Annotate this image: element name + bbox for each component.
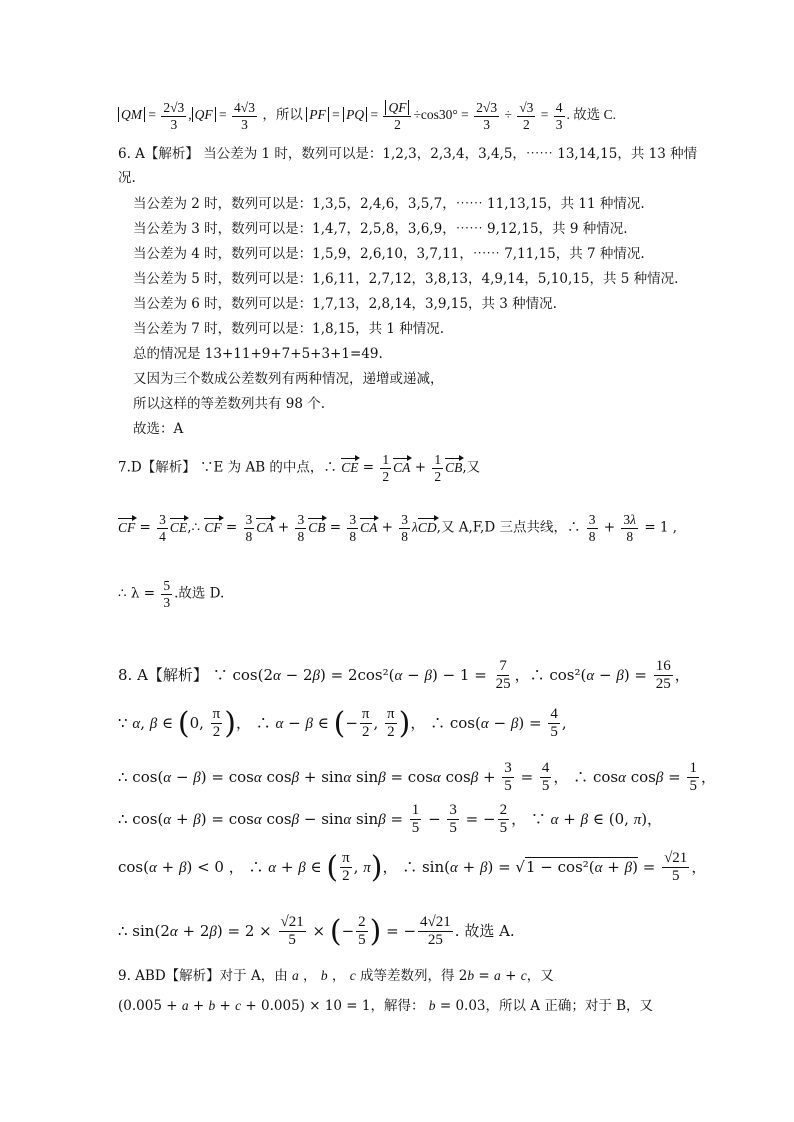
q6-line-6: 当公差为 7 时，数列可以是：1,8,15，共 1 种情况. (133, 321, 445, 337)
q7-line-2: CF = $\frac{3}{4}$ CE,∴ CF = $\frac{3}{8}$ CA + $\frac{3}{8}$ CB = $\frac{3}{8}$ CA + $\frac{3}{8}$ λCD,又 A,F,D 三点共线，∴ $\frac{3}{8}$ + $\frac{3\lambda}{8}$ = 1 , (118, 512, 678, 544)
q5-tail-line: QM = $\frac{2√3}{3}$ , QF = $\frac{4√3}{3}$ ，所以 PF = PQ = $\frac{QF}{2}$ ÷cos30° = $\frac{2√3}{3}$ ÷ $\frac{√3}{2}$ = $\frac{4}{3}$ . 故选 C. (118, 100, 616, 132)
q7-label: 7.D【解析】 (118, 459, 196, 476)
q9-text-2: 成等差数列，得 (360, 968, 455, 984)
q6-line-4: 当公差为 5 时，数列可以是：1,6,11，2,7,12，3,8,13，4,9,14，5,10,15，共 5 种情况. (133, 271, 679, 287)
q8-line-3: ∴ cos(α − β) = cosα cosβ + sinα sinβ = cosα cosβ + $\frac{3}{5}$ = $\frac{4}{5}$ ， ∴ cosα cosβ = $\frac{1}{5}$ ， (118, 760, 716, 795)
q6-line-7: 总的情况是 13+11+9+7+5+3+1=49. (133, 346, 383, 362)
q8-line-6: ∴ sin(2α + 2β) = 2 × $\frac{√21}{5}$ × (− $\frac{2}{5}$ ) = − $\frac{4√21}{25}$ . 故选 A. (118, 913, 515, 949)
q9-text-4: ，解得： (370, 998, 425, 1014)
q9-line-1: 9. ABD【解析】对于 A，由 a ， b ， c 成等差数列，得 2b = a + c，又 (118, 968, 554, 984)
q6-line-2: 当公差为 3 时，数列可以是：1,4,7，2,5,8，3,6,9，⋯⋯ 9,12,15，共 9 种情况. (133, 221, 628, 237)
q6-line-5: 当公差为 6 时，数列可以是：1,7,13，2,8,14，3,9,15，共 3 种情况. (133, 296, 557, 312)
q5-text-so: ，所以 (262, 107, 303, 123)
q8-line-5: cos(α + β) < 0 ， ∴ α + β ∈ ( $\frac{\pi}{2}$ , π)， ∴ sin(α + β) = √1 − cos²(α + β) = $\frac{√21}{5}$ ， (118, 849, 707, 885)
q6-head: 6. A【解析】 当公差为 1 时，数列可以是：1,2,3，2,3,4，3,4,5，⋯⋯ 13,14,15，共 13 种情 (118, 146, 698, 162)
q6-line-1: 当公差为 2 时，数列可以是：1,3,5，2,4,6，3,5,7，⋯⋯ 11,13,15，共 11 种情况. (133, 196, 645, 212)
q7-line-1: 7.D【解析】 ∵E 为 AB 的中点，∴ CE = $\frac{1}{2}$ CA + $\frac{1}{2}$ CB,又 (118, 452, 481, 484)
q5-text-cos: ÷cos30° (413, 107, 458, 123)
q6-line-9: 所以这样的等差数列共有 98 个. (133, 396, 326, 412)
q9-line-2: (0.005 + a + b + c + 0.005) × 10 = 1，解得： b = 0.03，所以 A 正确；对于 B，又 (118, 998, 654, 1014)
q6-line-10: 故选：A (133, 421, 184, 437)
q9-text-3: ，又 (526, 968, 554, 984)
q9-label: 9. ABD【解析】 (118, 968, 220, 984)
q6-line-3: 当公差为 4 时，数列可以是：1,5,9，2,6,10，3,7,11，⋯⋯ 7,11,15，共 7 种情况. (133, 246, 645, 262)
q8-line-2: ∵ α, β ∈ (0, $\frac{\pi}{2}$ )， ∴ α − β ∈ (− $\frac{\pi}{2}$ , $\frac{\pi}{2}$ )， ∴ cos(α − β) = $\frac{4}{5}$ , (118, 705, 567, 741)
q8-label: 8. A【解析】 (118, 665, 208, 684)
q9-text-5: ，所以 A 正确；对于 B，又 (485, 998, 654, 1014)
q7-text-1: ∵E 为 AB 的中点，∴ (200, 459, 337, 476)
q8-line-1: 8. A【解析】 ∵ cos(2α − 2β) = 2cos²(α − β) − 1 = $\frac{7}{25}$ ，∴ cos²(α − β) = $\frac{16}{25}$ ， (118, 658, 690, 693)
q5-text-answer: . 故选 C. (566, 107, 617, 123)
q7-text-3: ,又 A,F,D 三点共线，∴ (436, 519, 581, 536)
q7-text-2: ,又 (462, 459, 481, 476)
q6-head-cont: 况. (118, 170, 136, 186)
q7-text-5: .故选 D. (174, 585, 225, 602)
q7-text-4: ∴ λ = (118, 585, 156, 602)
q6-line-8: 又因为三个数成公差数列有两种情况，递增或递减， (133, 371, 444, 387)
q8-line-4: ∴ cos(α + β) = cosα cosβ − sinα sinβ = $\frac{1}{5}$ − $\frac{3}{5}$ = − $\frac{2}{5}$ ， ∵ α + β ∈ (0, π)， (118, 802, 663, 837)
q9-text-1: 对于 A，由 (219, 968, 288, 984)
q8-text-end: . 故选 A. (454, 921, 515, 940)
q7-line-3: ∴ λ = $\frac{5}{3}$ .故选 D. (118, 578, 225, 610)
